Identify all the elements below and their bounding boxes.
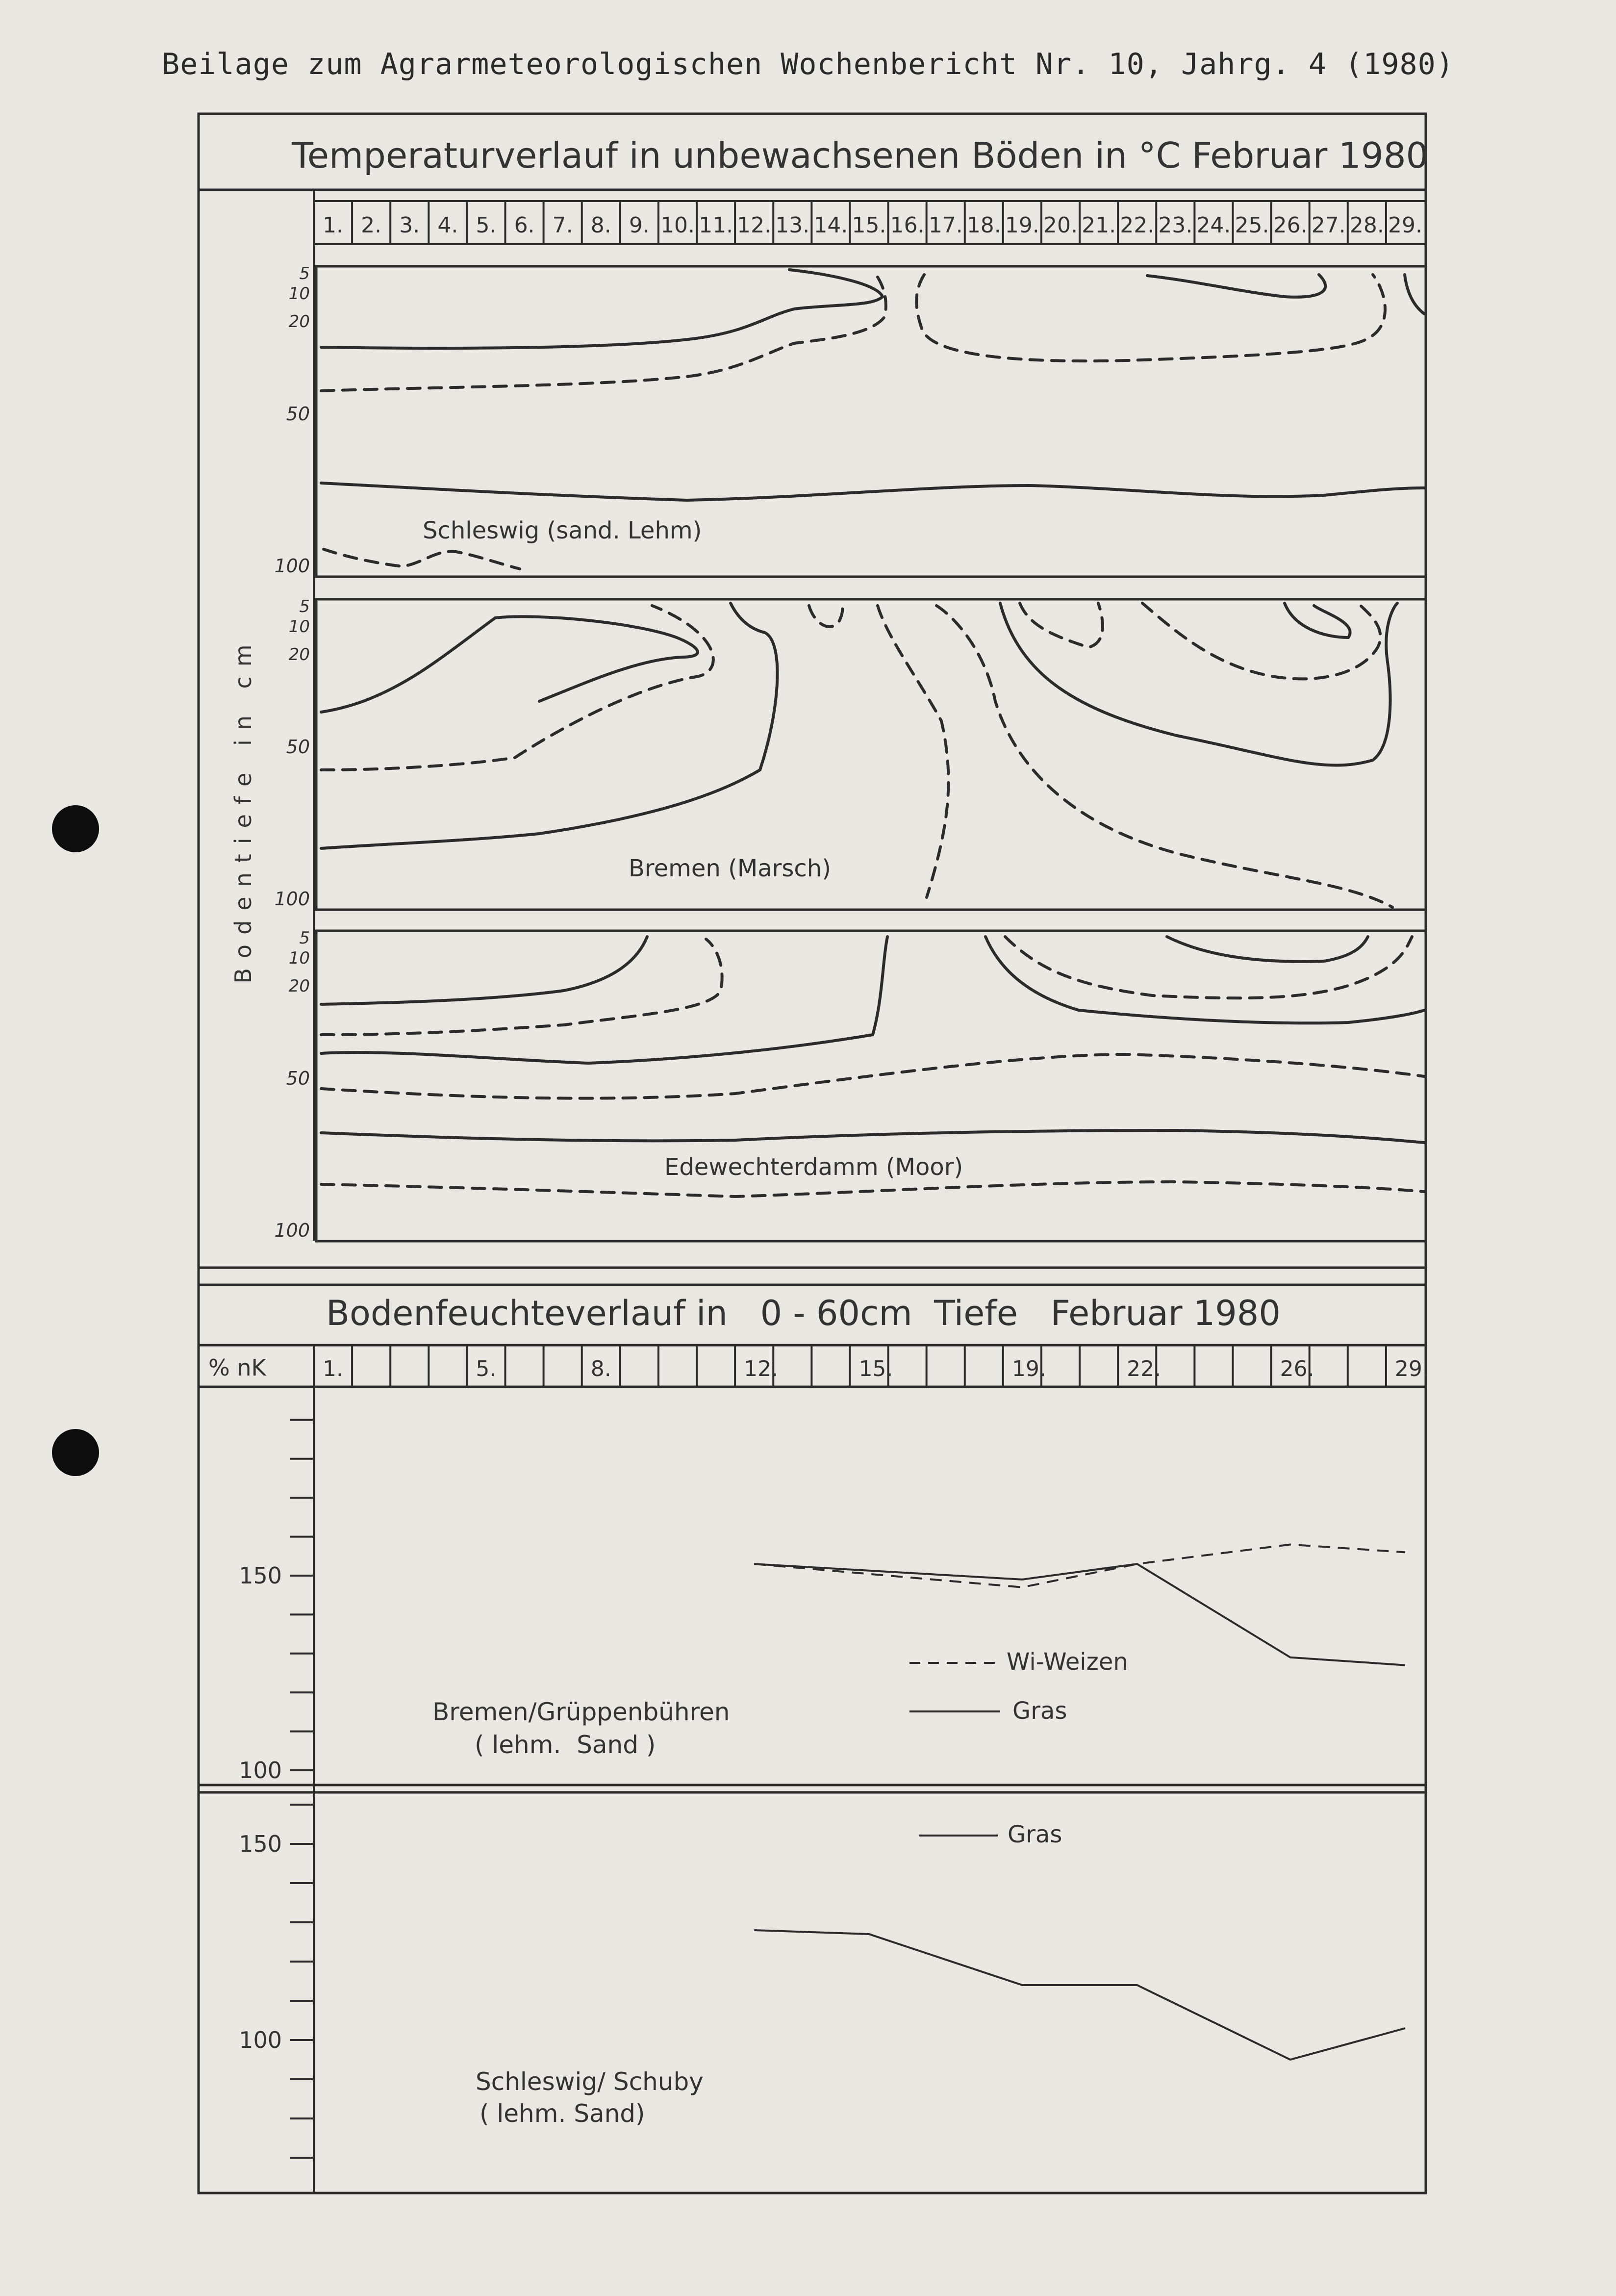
isotherm-schleswig-2: [321, 483, 1424, 500]
day-label: 17.: [928, 213, 963, 238]
day-label: 23.: [1158, 213, 1193, 238]
panel2-soil: ( lehm. Sand): [480, 2099, 645, 2128]
panel1-station: Bremen/Grüppenbühren: [432, 1698, 730, 1726]
temperature-title: Temperaturverlauf in unbewachsenen Böden in °C Februar 1980: [292, 135, 1429, 176]
day-label: 25.: [1235, 213, 1269, 238]
moisture-day-label: 22.: [1127, 1356, 1162, 1381]
depth-tick-label: 20: [288, 645, 310, 664]
day-label: 21.: [1082, 213, 1116, 238]
moisture-day-label: 15.: [858, 1356, 893, 1381]
panel1-soil: ( lehm. Sand ): [475, 1731, 656, 1759]
day-label: 20.: [1043, 213, 1078, 238]
station-label-bremen: Bremen (Marsch): [629, 855, 831, 882]
isotherm-bremen-3b: [936, 606, 1392, 907]
depth-tick-label: 100: [274, 1220, 310, 1241]
isotherm-bremen-2: [321, 603, 777, 848]
isotherm-edew-2b: [321, 937, 887, 1063]
isotherm-lines: [321, 270, 1424, 1197]
depth-tick-label: 50: [286, 403, 310, 425]
day-label: 1.: [323, 213, 344, 238]
day-label: 11.: [699, 213, 733, 238]
isotherm-edew-0: [1167, 937, 1368, 962]
isotherm-schleswig-0: [321, 270, 883, 348]
panel-edewechterdamm: [316, 931, 1426, 1241]
depth-tick-label: 5: [299, 264, 310, 283]
isotherm-edew-2: [321, 937, 647, 1004]
isotherm-edew-5: [321, 1182, 1424, 1197]
day-label: 14.: [813, 213, 848, 238]
y-tick-label: 100: [239, 2027, 282, 2053]
moisture-unit: % nK: [208, 1354, 266, 1381]
isotherm-edew-1b: [1005, 937, 1412, 998]
depth-tick-label: 5: [299, 928, 310, 948]
isotherm-bremen-1c: [1142, 603, 1380, 679]
day-label: 8.: [590, 213, 611, 238]
moisture-day-label: 5.: [476, 1356, 497, 1381]
legend-schleswig: [919, 1821, 1062, 1848]
day-label: 6.: [514, 213, 535, 238]
depth-tick-label: 100: [274, 888, 310, 910]
legend-gras-label: Gras: [1012, 1697, 1067, 1725]
series-line-gras: [754, 1930, 1405, 2060]
moisture-day-label: 8.: [590, 1356, 611, 1381]
day-label: 13.: [775, 213, 810, 238]
moisture-series: [754, 1544, 1405, 2060]
depth-ticks: [274, 264, 310, 1241]
station-label-edewechterdamm: Edewechterdamm (Moor): [664, 1153, 963, 1181]
day-label: 18.: [966, 213, 1001, 238]
depth-tick-label: 10: [288, 948, 310, 968]
day-label: 22.: [1120, 213, 1155, 238]
day-label: 29.: [1388, 213, 1422, 238]
day-label: 28.: [1349, 213, 1384, 238]
isotherm-schleswig-1b: [916, 275, 1385, 361]
depth-tick-label: 50: [286, 736, 310, 758]
isotherm-schleswig-3: [324, 549, 520, 569]
legend-bremen: [909, 1648, 1128, 1725]
isotherm-edew-1: [321, 939, 722, 1035]
page-header: Beilage zum Agrarmeteorologischen Wochenbericht Nr. 10, Jahrg. 4 (1980): [162, 47, 1454, 81]
isotherm-schleswig-2b: [1405, 275, 1424, 314]
depth-tick-label: 10: [288, 284, 310, 304]
isotherm-bremen-0: [321, 616, 698, 712]
depth-tick-label: 100: [274, 555, 310, 577]
day-label: 16.: [890, 213, 925, 238]
day-label: 4.: [437, 213, 458, 238]
isotherm-bremen-0b: [1285, 603, 1350, 638]
day-label: 3.: [399, 213, 420, 238]
y-tick-label: 100: [239, 1757, 282, 1784]
isotherm-bremen-3c: [809, 603, 842, 627]
day-label: 19.: [1005, 213, 1039, 238]
moisture-day-label: 19.: [1011, 1356, 1046, 1381]
day-header-row: [314, 201, 1422, 244]
day-label: 15.: [852, 213, 886, 238]
series-line-wi-weizen: [754, 1545, 1405, 1587]
isotherm-bremen-3a: [878, 606, 948, 897]
moisture-day-row: [208, 1345, 1429, 1387]
isotherm-schleswig-0b: [1147, 275, 1325, 297]
moisture-y-axis: [239, 1420, 314, 2158]
depth-tick-label: 5: [299, 597, 310, 616]
day-label: 10.: [660, 213, 695, 238]
y-axis-label: Bodentiefe in cm: [230, 635, 256, 984]
moisture-day-label: 29.: [1394, 1356, 1429, 1381]
isotherm-bremen-1b: [1020, 603, 1103, 647]
y-tick-label: 150: [239, 1831, 282, 1857]
moisture-day-label: 26.: [1280, 1356, 1314, 1381]
isotherm-bremen-2b: [1000, 603, 1397, 765]
depth-tick-label: 10: [288, 617, 310, 637]
day-label: 27.: [1311, 213, 1346, 238]
day-label: 26.: [1273, 213, 1308, 238]
panel2-station: Schleswig/ Schuby: [476, 2067, 704, 2096]
day-label: 9.: [629, 213, 650, 238]
isotherm-schleswig-1: [321, 277, 886, 391]
moisture-day-label: 12.: [744, 1356, 779, 1381]
moisture-title: Bodenfeuchteverlauf in 0 - 60cm Tiefe Februar 1980: [326, 1293, 1281, 1333]
moisture-day-label: 1.: [323, 1356, 343, 1381]
day-label: 24.: [1196, 213, 1231, 238]
day-label: 2.: [361, 213, 382, 238]
depth-tick-label: 20: [288, 312, 310, 332]
isotherm-edew-3: [321, 1054, 1424, 1098]
day-label: 12.: [737, 213, 772, 238]
depth-tick-label: 50: [286, 1068, 310, 1089]
isotherm-edew-4: [321, 1130, 1424, 1143]
depth-tick-label: 20: [288, 976, 310, 996]
legend-wiweizen-label: Wi-Weizen: [1007, 1648, 1128, 1676]
day-label: 5.: [476, 213, 497, 238]
station-label-schleswig: Schleswig (sand. Lehm): [423, 517, 702, 544]
day-label: 7.: [552, 213, 573, 238]
y-tick-label: 150: [239, 1562, 282, 1589]
legend-gras-label-2: Gras: [1008, 1821, 1062, 1848]
